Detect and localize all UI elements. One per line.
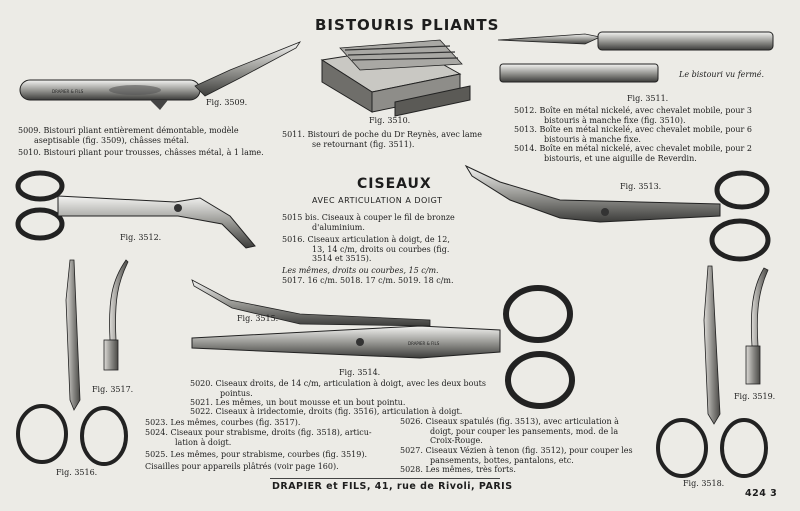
- fig-3509-caption: Fig. 3509.: [206, 98, 248, 107]
- entry-5011: 5011. Bistouri de poche du Dr Reynès, avec lame se retournant (fig. 3511).: [282, 130, 482, 149]
- entry-5021: 5021. Les mêmes, un bout mousse et un bout pointu.: [190, 398, 406, 407]
- entry-5009: 5009. Bistouri pliant entièrement démontable, modèle aseptisable (fig. 3509), châsses métal.: [18, 126, 239, 145]
- scissors-3519-illustration: [746, 268, 768, 384]
- scissors-3517-illustration: [104, 260, 128, 370]
- entry-les-memes: Les mêmes, droits ou courbes, 15 c/m.: [282, 266, 439, 275]
- fig-3515-caption: Fig. 3515.: [237, 314, 279, 323]
- entry-5024: 5024. Ciseaux pour strabisme, droits (fig. 3518), articu- lation à doigt.: [145, 428, 372, 447]
- scalpel-3509-illustration: [20, 42, 300, 110]
- curved-scissors-3515-illustration: [192, 280, 430, 326]
- fig-3518-caption: Fig. 3518.: [683, 479, 725, 488]
- section-title: CISEAUX: [357, 176, 432, 192]
- entry-5016: 5016. Ciseaux articulation à doigt, de 12, 13, 14 c/m, droits ou courbes (fig. 3514 et 3515).: [282, 235, 450, 263]
- entry-5020: 5020. Ciseaux droits, de 14 c/m, articulation à doigt, avec les deux bouts pointus.: [190, 379, 486, 398]
- fig-3514-caption: Fig. 3514.: [339, 368, 381, 377]
- page-title: BISTOURIS PLIANTS: [315, 16, 500, 34]
- closed-scalpel-note: Le bistouri vu fermé.: [679, 70, 765, 79]
- entry-5022: 5022. Ciseaux à iridectomie, droits (fig. 3516), articulation à doigt.: [190, 407, 463, 416]
- fig-3510-caption: Fig. 3510.: [369, 116, 411, 125]
- fig-3513-caption: Fig. 3513.: [620, 182, 662, 191]
- entry-5015-bis: 5015 bis. Ciseaux à couper le fil de bronze d'aluminium.: [282, 213, 455, 232]
- entry-5013: 5013. Boîte en métal nickelé, avec chevalet mobile, pour 6 bistouris à manche fixe.: [514, 125, 752, 144]
- handle-engraving-3509: DRAPIER & FILS: [52, 89, 84, 94]
- entry-5025: 5025. Les mêmes, pour strabisme, courbes (fig. 3519).: [145, 450, 367, 459]
- scissors-3513-illustration: [466, 166, 768, 259]
- entry-5012: 5012. Boîte en métal nickelé, avec chevalet mobile, pour 3 bistouris à manche fixe (fig. 3510).: [514, 106, 752, 125]
- fig-3512-caption: Fig. 3512.: [120, 233, 162, 242]
- scalpel-box-3510-illustration: [322, 40, 470, 116]
- entry-5026: 5026. Ciseaux spatulés (fig. 3513), avec articulation à doigt, pour couper les pansements, mod. de la Croix-Rouge.: [400, 417, 619, 445]
- publisher-footer: DRAPIER et FILS, 41, rue de Rivoli, PARIS: [272, 481, 513, 492]
- fig-3519-caption: Fig. 3519.: [734, 392, 776, 401]
- entry-5023: 5023. Les mêmes, courbes (fig. 3517).: [145, 418, 301, 427]
- entry-cisailles: Cisailles pour appareils plâtrés (voir page 160).: [145, 462, 339, 471]
- footer-rule: [270, 478, 500, 479]
- fig-3517-caption: Fig. 3517.: [92, 385, 134, 394]
- entry-5028: 5028. Les mêmes, très forts.: [400, 465, 516, 474]
- entry-5014: 5014. Boîte en métal nickelé, avec chevalet mobile, pour 2 bistouris, et une aiguille de Reverdin.: [514, 144, 752, 163]
- entry-5010: 5010. Bistouri pliant pour trousses, châsses métal, à 1 lame.: [18, 148, 264, 157]
- handle-engraving-3514: DRAPIER & FILS: [408, 341, 440, 346]
- page-number: 424 3: [745, 488, 778, 499]
- section-subtitle: AVEC ARTICULATION A DOIGT: [312, 196, 443, 205]
- entry-5017-5019: 5017. 16 c/m. 5018. 17 c/m. 5019. 18 c/m.: [282, 276, 454, 285]
- entry-5027: 5027. Ciseaux Vézien à tenon (fig. 3512), pour couper les pansements, bottes, pantalons, etc.: [400, 446, 633, 465]
- fig-3511-caption: Fig. 3511.: [627, 94, 669, 103]
- fig-3516-caption: Fig. 3516.: [56, 468, 98, 477]
